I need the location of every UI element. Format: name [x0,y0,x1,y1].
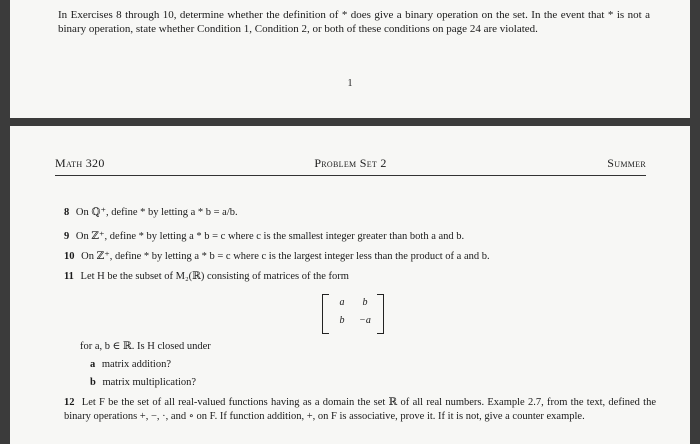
closure-question: for a, b ∈ ℝ. Is H closed under [80,341,211,352]
current-page [10,126,690,444]
sub-text: matrix addition? [101,359,171,370]
exercise-text: Let F be the set of all real-valued functions having as a domain the set ℝ of all real numbers. Example 2.7, from the text, defined the binary operations +, −, ·, and ∘ on F. If function addition, +, on F is associative, prove it. If it is not, give a counter example. [64,397,656,422]
sub-label: b [90,377,96,388]
sub-text: matrix multiplication? [102,377,197,388]
exercise-8 [64,206,656,220]
exercise-number: 12 [64,397,75,408]
instructions-paragraph: In Exercises 8 through 10, determine whether the definition of * does give a binary operation on the set. In the event that * is not a binary operation, state whether Condition 1, Condition 2, or both of these conditions on page 24 are violated. [58,9,650,35]
left-bracket [322,294,329,334]
exercise-number: 8 [64,207,70,218]
exercise-text: Let H be the subset of M₂(ℝ) consisting of matrices of the form [80,271,349,282]
term-label: Summer [607,156,646,170]
problem-set-title: Problem Set 2 [314,156,387,170]
exercise-text: On ℤ⁺, define * by letting a * b = c where c is the smallest integer greater than both a and b. [75,231,465,242]
header-rule [55,175,646,176]
exercise-number: 11 [64,271,74,282]
previous-page [10,0,690,118]
exercise-9 [64,230,656,244]
matrix-entry: a [339,297,345,308]
exercise-number: 9 [64,231,70,242]
exercise-11 [64,270,656,284]
sub-label: a [90,359,96,370]
sub-question-b [90,376,196,390]
exercise-text: On ℚ⁺, define * by letting a * b = a/b. [75,207,238,218]
matrix-entry: b [339,315,345,326]
matrix-form [322,294,384,332]
page-number: 1 [347,78,353,89]
exercise-number: 10 [64,251,75,262]
sub-question-a [90,358,171,372]
matrix-entry: −a [359,315,371,326]
right-bracket [377,294,384,334]
exercise-10 [64,250,656,264]
course-label: Math 320 [55,156,105,170]
matrix-entry: b [362,297,368,308]
exercise-12 [64,396,656,424]
exercise-text: On ℤ⁺, define * by letting a * b = c where c is the largest integer less than the product of a and b. [81,251,490,262]
